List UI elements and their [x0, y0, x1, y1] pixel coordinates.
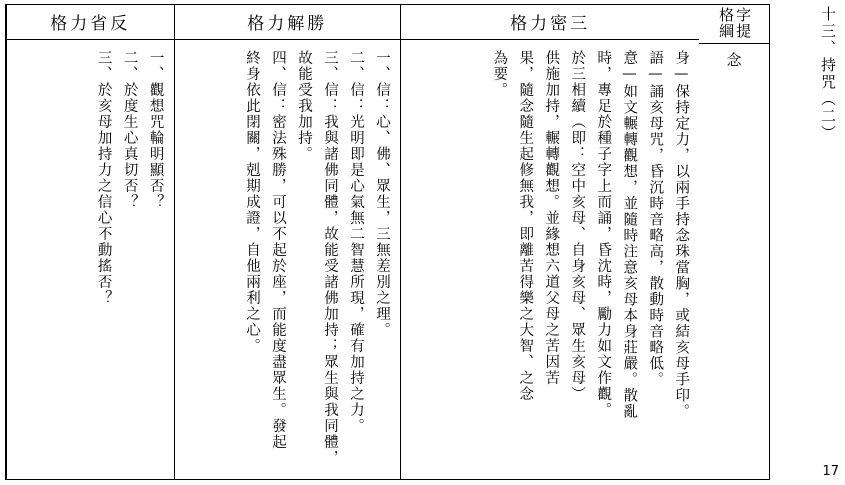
- column-body-outline-word: [699, 44, 769, 479]
- text-line: 語—誦亥母咒，昏沉時音略高，散動時音略低。: [647, 49, 664, 387]
- text-line: 三、信：我與諸佛同體，故能受諸佛加持；眾生與我同體，: [321, 49, 338, 466]
- text-line: 終身依此閉關，剋期成證，自他兩利之心。: [243, 49, 260, 354]
- text-line: 三、於亥母加持力之信心不動搖否？: [95, 49, 112, 306]
- text-line: 四、信：密法殊勝，可以不起於座，而能度盡眾生。發起: [269, 49, 286, 450]
- table-column-outline-word: [699, 5, 769, 479]
- page-number: 17: [822, 464, 839, 479]
- text-line: 身—保持定力，以兩手持念珠當胸，或結亥母手印。: [673, 49, 690, 419]
- text-line: 時，專足於種子字上而誦，昏沈時，勵力如文作觀。: [595, 49, 612, 418]
- column-body-three-secrets: [401, 40, 699, 480]
- text-line: 為要。: [491, 49, 508, 98]
- text-line: 二、信：光明即是心氣無二智慧所現，確有加持之力。: [347, 49, 364, 434]
- column-header-superior-understanding: 格力解勝: [175, 5, 400, 40]
- table-column-three-secrets: [400, 5, 699, 479]
- text-line: 果，隨念隨生起修無我，即離苦得樂之大智、之念: [517, 49, 534, 402]
- column-header-three-secrets: 格力密三: [401, 5, 699, 40]
- column-body-self-reflection: [7, 40, 174, 480]
- column-header-self-reflection: 格力省反: [7, 5, 174, 40]
- running-head: 十三、持咒（二）: [819, 6, 837, 142]
- outline-word-value: 念: [724, 52, 743, 69]
- text-line: 二、於度生心真切否？: [121, 49, 138, 210]
- column-body-superior-understanding: [175, 40, 400, 480]
- practice-table: [5, 4, 770, 480]
- text-line: 一、觀想咒輪明顯否？: [147, 49, 164, 210]
- text-line: 一、信：心、佛、眾生，三無差別之理。: [373, 49, 390, 338]
- text-line: 於三相續（即：空中亥母、自身亥母、眾生亥母）: [569, 49, 586, 402]
- text-line: 意—如文輾轉觀想，並隨時注意亥母本身莊嚴。散亂: [621, 49, 638, 419]
- column-header-outline-word: [699, 5, 769, 44]
- table-column-superior-understanding: [174, 5, 400, 479]
- column-header-outline-word-label: 字提格綱: [717, 7, 753, 39]
- table-column-self-reflection: [6, 5, 174, 479]
- text-line: 供施加持，輾轉觀想。並緣想六道父母之苦因苦: [543, 49, 560, 386]
- text-line: 故能受我加持。: [295, 49, 312, 162]
